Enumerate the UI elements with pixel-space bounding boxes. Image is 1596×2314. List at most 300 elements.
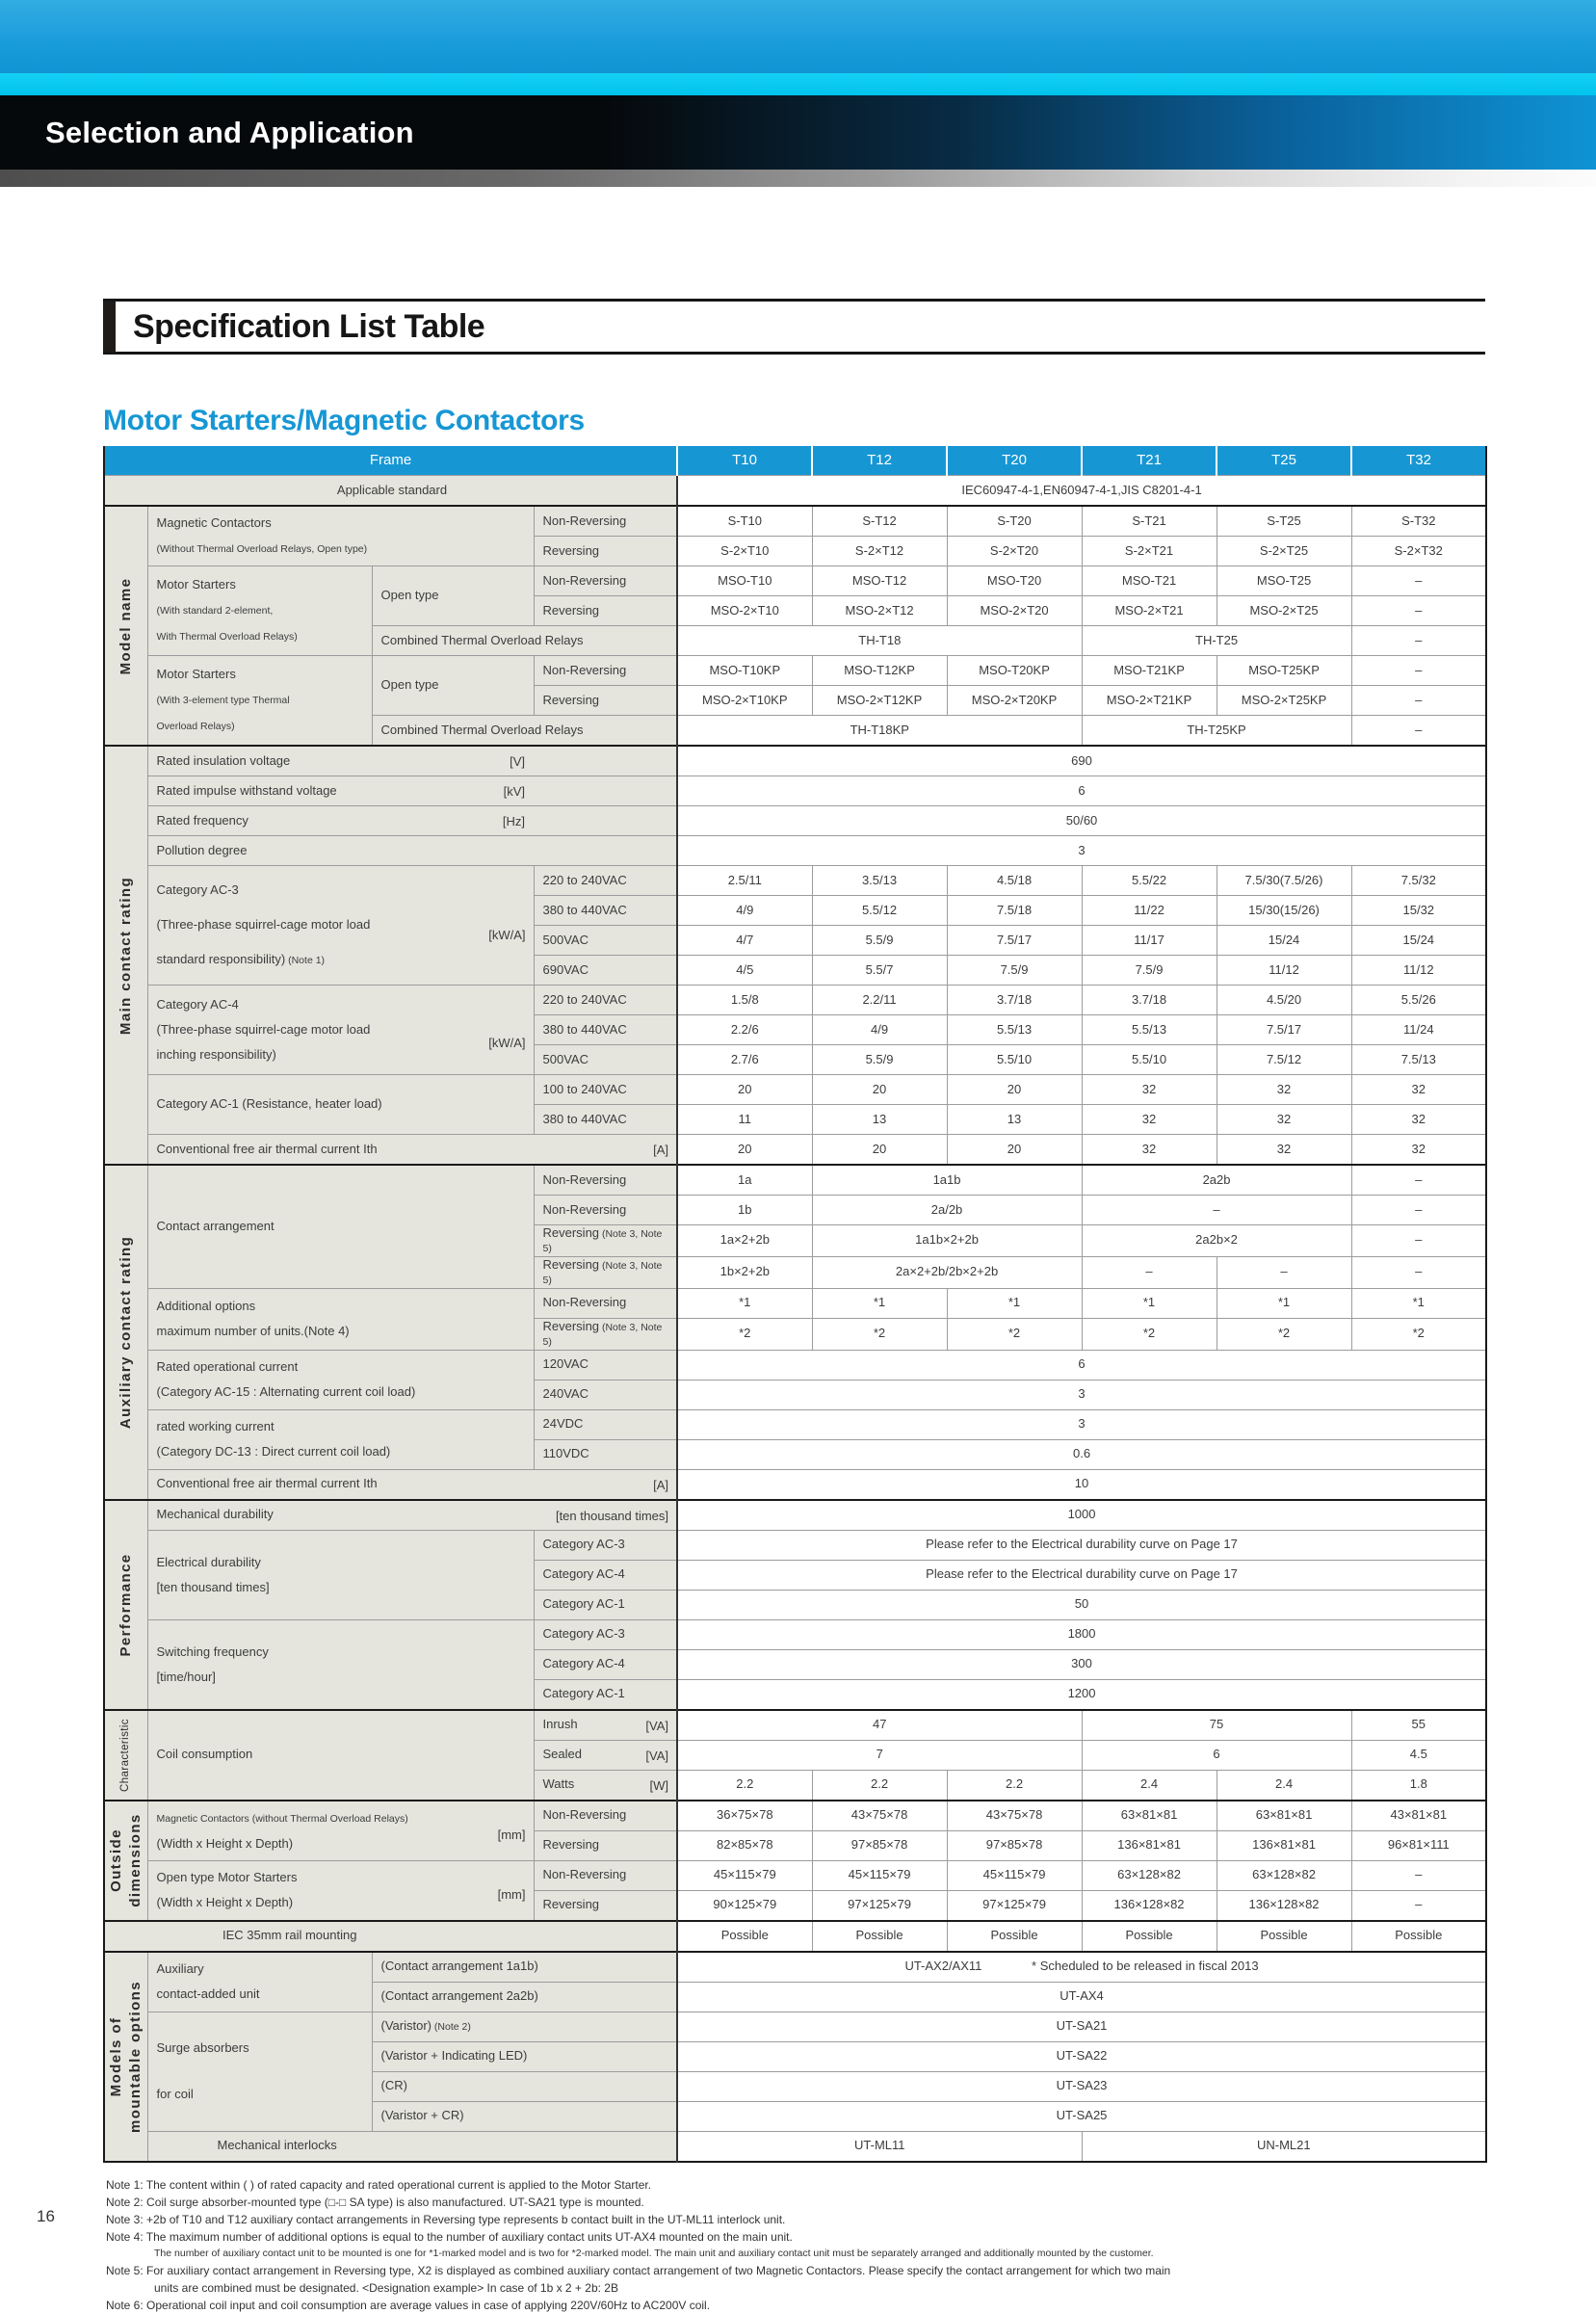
data-cell: 2.2 xyxy=(677,1770,812,1801)
data-cell: 5.5/13 xyxy=(1082,1015,1217,1045)
row-label: Non-Reversing xyxy=(534,1860,677,1890)
group-label: Model name xyxy=(104,506,147,746)
row-label: 500VAC xyxy=(534,926,677,956)
row-label: 24VDC xyxy=(534,1409,677,1439)
data-cell: Possible xyxy=(1351,1921,1486,1952)
data-cell: 1a1b×2+2b xyxy=(812,1225,1082,1257)
data-cell: – xyxy=(1351,686,1486,716)
row-label: Reversing xyxy=(534,537,677,566)
table-row xyxy=(104,746,1486,776)
row-label: 500VAC xyxy=(534,1045,677,1075)
data-cell: *1 xyxy=(1082,1288,1217,1318)
data-cell: 15/24 xyxy=(1351,926,1486,956)
data-cell: 15/32 xyxy=(1351,896,1486,926)
table-row xyxy=(104,1921,1486,1952)
data-cell: UT-SA23 xyxy=(677,2071,1486,2101)
row-label: Pollution degree xyxy=(147,836,677,866)
data-cell: 3 xyxy=(677,836,1486,866)
data-cell: 75 xyxy=(1082,1710,1351,1741)
data-cell: UT-SA21 xyxy=(677,2012,1486,2041)
data-cell: 2a2b xyxy=(1082,1165,1351,1196)
data-cell: UT-SA22 xyxy=(677,2041,1486,2071)
row-label: Category AC-3 xyxy=(534,1530,677,1560)
row-label: Rated impulse withstand voltage [kV] xyxy=(147,776,677,806)
table-row xyxy=(104,1500,1486,1531)
row-label: Magnetic Contactors (without Thermal Overload Relays) (Width x Height x Depth) [mm] xyxy=(147,1801,534,1861)
data-cell: 32 xyxy=(1082,1075,1217,1105)
row-label: Reversing (Note 3, Note 5) xyxy=(534,1256,677,1288)
data-cell: *1 xyxy=(812,1288,947,1318)
data-cell: 20 xyxy=(677,1135,812,1166)
data-cell: Possible xyxy=(947,1921,1082,1952)
row-label: 690VAC xyxy=(534,956,677,986)
data-cell: Possible xyxy=(812,1921,947,1952)
row-label: 380 to 440VAC xyxy=(534,1015,677,1045)
data-cell: 36×75×78 xyxy=(677,1801,812,1831)
row-label: Additional options maximum number of units.(Note 4) xyxy=(147,1288,534,1350)
data-cell: 7.5/17 xyxy=(1217,1015,1351,1045)
data-cell: *1 xyxy=(677,1288,812,1318)
data-cell: 15/30(15/26) xyxy=(1217,896,1351,926)
note-line: Note 5: For auxiliary contact arrangement in Reversing type, X2 is displayed as combined auxiliary contact arrangement of two Magnetic Contactors. Please specify the contact arrangement for which two main xyxy=(106,2263,1171,2277)
data-cell: 7.5/30(7.5/26) xyxy=(1217,866,1351,896)
data-cell: MSO-T10KP xyxy=(677,656,812,686)
row-label: 100 to 240VAC xyxy=(534,1075,677,1105)
data-cell: 6 xyxy=(677,1350,1486,1380)
row-label: Coil consumption xyxy=(147,1710,534,1801)
data-cell: 2.2/11 xyxy=(812,986,947,1015)
row-label: Motor Starters (With standard 2-element, With Thermal Overload Relays) xyxy=(147,566,372,656)
row-label: Non-Reversing xyxy=(534,1196,677,1225)
data-cell: MSO-T25 xyxy=(1217,566,1351,596)
data-cell: S-T20 xyxy=(947,506,1082,537)
row-label: Combined Thermal Overload Relays xyxy=(372,716,677,747)
data-cell: 11/22 xyxy=(1082,896,1217,926)
data-cell: *2 xyxy=(947,1318,1082,1350)
data-cell: 2.2 xyxy=(812,1770,947,1801)
data-cell: 11/17 xyxy=(1082,926,1217,956)
data-cell: – xyxy=(1351,626,1486,656)
note-line: Note 3: +2b of T10 and T12 auxiliary contact arrangements in Reversing type represents b contact built in the UT-ML11 interlock unit. xyxy=(106,2213,786,2227)
data-cell: MSO-2×T25 xyxy=(1217,596,1351,626)
row-label: Non-Reversing xyxy=(534,1165,677,1196)
data-cell: S-2×T25 xyxy=(1217,537,1351,566)
table-row xyxy=(104,446,1486,476)
row-label: Magnetic Contactors (Without Thermal Overload Relays, Open type) xyxy=(147,506,534,566)
data-cell: 13 xyxy=(947,1105,1082,1135)
data-cell: 32 xyxy=(1217,1105,1351,1135)
data-cell: 7.5/13 xyxy=(1351,1045,1486,1075)
data-cell: 2.4 xyxy=(1082,1770,1217,1801)
data-cell: MSO-2×T21KP xyxy=(1082,686,1217,716)
row-label: Conventional free air thermal current Ith [A] xyxy=(147,1469,677,1500)
data-cell: 7.5/17 xyxy=(947,926,1082,956)
data-cell: 4.5 xyxy=(1351,1740,1486,1770)
data-cell: IEC60947-4-1,EN60947-4-1,JIS C8201-4-1 xyxy=(677,476,1486,507)
data-cell: Possible xyxy=(1082,1921,1217,1952)
data-cell: MSO-2×T12KP xyxy=(812,686,947,716)
data-cell: 136×128×82 xyxy=(1082,1890,1217,1921)
page-number: 16 xyxy=(37,2207,55,2225)
data-cell: 2.5/11 xyxy=(677,866,812,896)
data-cell: 2a×2+2b/2b×2+2b xyxy=(812,1256,1082,1288)
data-cell: 32 xyxy=(1217,1075,1351,1105)
table-row xyxy=(104,1801,1486,1831)
row-label: Reversing xyxy=(534,1890,677,1921)
data-cell: 50 xyxy=(677,1590,1486,1619)
data-cell: – xyxy=(1217,1256,1351,1288)
table-row xyxy=(104,836,1486,866)
row-label: Category AC-1 xyxy=(534,1590,677,1619)
data-cell: – xyxy=(1082,1256,1217,1288)
data-cell: – xyxy=(1351,1165,1486,1196)
data-cell: 5.5/9 xyxy=(812,926,947,956)
row-label: Category AC-3 (Three-phase squirrel-cage motor load standard responsibility) (Note 1) [kW/A] xyxy=(147,866,534,986)
data-cell: 6 xyxy=(1082,1740,1351,1770)
data-cell: 63×128×82 xyxy=(1082,1860,1217,1890)
table-row xyxy=(104,2012,1486,2041)
data-cell: 3.7/18 xyxy=(947,986,1082,1015)
note-line: Note 4: The maximum number of additional options is equal to the number of auxiliary contact units UT-AX4 mounted on the main unit. xyxy=(106,2230,793,2245)
heading-accent-bar xyxy=(103,302,116,352)
data-cell: 45×115×79 xyxy=(677,1860,812,1890)
data-cell: 1200 xyxy=(677,1679,1486,1710)
data-cell: 5.5/12 xyxy=(812,896,947,926)
table-row xyxy=(104,476,1486,507)
data-cell: 45×115×79 xyxy=(812,1860,947,1890)
row-label: 220 to 240VAC xyxy=(534,866,677,896)
row-label: Category AC-4 (Three-phase squirrel-cage motor load inching responsibility) [kW/A] xyxy=(147,986,534,1075)
row-label: Reversing xyxy=(534,1830,677,1860)
data-cell: MSO-2×T25KP xyxy=(1217,686,1351,716)
group-label: Characteristic xyxy=(104,1710,147,1801)
table-row xyxy=(104,1165,1486,1196)
note-line: Note 2: Coil surge absorber-mounted type (□-□ SA type) is also manufactured. UT-SA21 type is mounted. xyxy=(106,2195,644,2209)
data-cell: S-T25 xyxy=(1217,506,1351,537)
data-cell: 136×81×81 xyxy=(1082,1830,1217,1860)
row-label: Open type xyxy=(372,566,534,626)
row-label: Inrush [VA] xyxy=(534,1710,677,1741)
data-cell: TH-T18 xyxy=(677,626,1082,656)
data-cell: MSO-2×T21 xyxy=(1082,596,1217,626)
data-cell: S-2×T12 xyxy=(812,537,947,566)
section-heading xyxy=(103,299,1485,355)
row-label: Rated operational current (Category AC-15 : Alternating current coil load) xyxy=(147,1350,534,1409)
data-cell: 11/24 xyxy=(1351,1015,1486,1045)
table-row xyxy=(104,506,1486,537)
data-cell: MSO-T20 xyxy=(947,566,1082,596)
data-cell: 55 xyxy=(1351,1710,1486,1741)
data-cell: 4/7 xyxy=(677,926,812,956)
row-label: Applicable standard xyxy=(104,476,677,507)
group-label: Performance xyxy=(104,1500,147,1710)
data-cell: 7.5/32 xyxy=(1351,866,1486,896)
data-cell: 32 xyxy=(1082,1105,1217,1135)
data-cell: UT-SA25 xyxy=(677,2101,1486,2131)
data-cell: – xyxy=(1351,656,1486,686)
data-cell: 1.5/8 xyxy=(677,986,812,1015)
group-label: Outside dimensions xyxy=(104,1801,147,1921)
data-cell: 1b×2+2b xyxy=(677,1256,812,1288)
data-cell: – xyxy=(1351,1196,1486,1225)
data-cell: – xyxy=(1351,566,1486,596)
data-cell: TH-T25 xyxy=(1082,626,1351,656)
data-cell: UT-AX2/AX11 * Scheduled to be released in fiscal 2013 xyxy=(677,1952,1486,1983)
data-cell: 11/12 xyxy=(1351,956,1486,986)
column-header: T10 xyxy=(677,446,812,476)
data-cell: 4/5 xyxy=(677,956,812,986)
note-line: The number of auxiliary contact unit to be mounted is one for *1-marked model and is two for *2-marked model. The main unit and auxiliary contact unit must be separately arranged and additionally mounted by the customer. xyxy=(154,2247,1154,2259)
data-cell: 63×81×81 xyxy=(1217,1801,1351,1831)
row-label: Non-Reversing xyxy=(534,566,677,596)
row-label: Non-Reversing xyxy=(534,1288,677,1318)
data-cell: 47 xyxy=(677,1710,1082,1741)
group-label: Models of mountable options xyxy=(104,1952,147,2162)
data-cell: MSO-T20KP xyxy=(947,656,1082,686)
group-label: Main contact rating xyxy=(104,746,147,1165)
table-row xyxy=(104,986,1486,1015)
data-cell: 43×75×78 xyxy=(947,1801,1082,1831)
data-cell: *1 xyxy=(1351,1288,1486,1318)
row-label: 220 to 240VAC xyxy=(534,986,677,1015)
row-label: Surge absorbers for coil xyxy=(147,2012,372,2131)
row-label: (CR) xyxy=(372,2071,677,2101)
data-cell: *2 xyxy=(1082,1318,1217,1350)
data-cell: 2.7/6 xyxy=(677,1045,812,1075)
table-row xyxy=(104,656,1486,686)
row-label: Open type xyxy=(372,656,534,716)
data-cell: MSO-T21 xyxy=(1082,566,1217,596)
data-cell: 136×81×81 xyxy=(1217,1830,1351,1860)
data-cell: Please refer to the Electrical durability curve on Page 17 xyxy=(677,1530,1486,1560)
row-label: Reversing xyxy=(534,596,677,626)
data-cell: Possible xyxy=(677,1921,812,1952)
data-cell: 7.5/12 xyxy=(1217,1045,1351,1075)
data-cell: 63×81×81 xyxy=(1082,1801,1217,1831)
data-cell: 97×85×78 xyxy=(947,1830,1082,1860)
data-cell: 300 xyxy=(677,1649,1486,1679)
row-label: 380 to 440VAC xyxy=(534,896,677,926)
data-cell: 1.8 xyxy=(1351,1770,1486,1801)
data-cell: 1000 xyxy=(677,1500,1486,1531)
row-label: Combined Thermal Overload Relays xyxy=(372,626,677,656)
data-cell: 90×125×79 xyxy=(677,1890,812,1921)
row-label: rated working current (Category DC-13 : Direct current coil load) xyxy=(147,1409,534,1469)
data-cell: MSO-2×T20KP xyxy=(947,686,1082,716)
data-cell: 7.5/18 xyxy=(947,896,1082,926)
cyan-accent-strip xyxy=(0,73,1596,95)
data-cell: *2 xyxy=(812,1318,947,1350)
row-label: Reversing (Note 3, Note 5) xyxy=(534,1318,677,1350)
spec-table xyxy=(103,446,1487,2163)
column-header: T25 xyxy=(1217,446,1351,476)
row-label: Reversing (Note 3, Note 5) xyxy=(534,1225,677,1257)
data-cell: 7.5/9 xyxy=(947,956,1082,986)
row-label: Category AC-4 xyxy=(534,1649,677,1679)
data-cell: MSO-T12KP xyxy=(812,656,947,686)
data-cell: 5.5/13 xyxy=(947,1015,1082,1045)
table-row xyxy=(104,1469,1486,1500)
row-label: IEC 35mm rail mounting xyxy=(104,1921,677,1952)
data-cell: – xyxy=(1351,1890,1486,1921)
table-row xyxy=(104,776,1486,806)
data-cell: S-2×T32 xyxy=(1351,537,1486,566)
data-cell: 1a xyxy=(677,1165,812,1196)
note-line: Note 1: The content within ( ) of rated capacity and rated operational current is applied to the Motor Starter. xyxy=(106,2177,652,2192)
data-cell: 4.5/18 xyxy=(947,866,1082,896)
data-cell: 11/12 xyxy=(1217,956,1351,986)
data-cell: 4/9 xyxy=(677,896,812,926)
data-cell: 5.5/10 xyxy=(947,1045,1082,1075)
data-cell: 20 xyxy=(677,1075,812,1105)
data-cell: S-T12 xyxy=(812,506,947,537)
data-cell: 32 xyxy=(1082,1135,1217,1166)
data-cell: 690 xyxy=(677,746,1486,776)
row-label: (Varistor + Indicating LED) xyxy=(372,2041,677,2071)
row-label: Conventional free air thermal current Ith [A] xyxy=(147,1135,677,1166)
row-label: 120VAC xyxy=(534,1350,677,1380)
row-label: Non-Reversing xyxy=(534,506,677,537)
table-row xyxy=(104,1952,1486,1983)
data-cell: – xyxy=(1351,716,1486,747)
data-cell: *1 xyxy=(947,1288,1082,1318)
top-banner xyxy=(0,0,1596,73)
data-cell: 2a2b×2 xyxy=(1082,1225,1351,1257)
table-row xyxy=(104,866,1486,896)
row-label: Auxiliary contact-added unit xyxy=(147,1952,372,2012)
data-cell: 20 xyxy=(947,1135,1082,1166)
data-cell: 5.5/22 xyxy=(1082,866,1217,896)
data-cell: *2 xyxy=(1351,1318,1486,1350)
data-cell: MSO-T10 xyxy=(677,566,812,596)
group-label: Auxiliary contact rating xyxy=(104,1165,147,1500)
row-label: Category AC-1 xyxy=(534,1679,677,1710)
column-header: Frame xyxy=(104,446,677,476)
data-cell: 20 xyxy=(812,1075,947,1105)
data-cell: – xyxy=(1351,1256,1486,1288)
data-cell: S-T32 xyxy=(1351,506,1486,537)
data-cell: 63×128×82 xyxy=(1217,1860,1351,1890)
table-row xyxy=(104,1075,1486,1105)
data-cell: 10 xyxy=(677,1469,1486,1500)
data-cell: Please refer to the Electrical durability curve on Page 17 xyxy=(677,1560,1486,1590)
data-cell: 0.6 xyxy=(677,1439,1486,1469)
row-label: (Contact arrangement 1a1b) xyxy=(372,1952,677,1983)
data-cell: 4/9 xyxy=(812,1015,947,1045)
row-label: Electrical durability [ten thousand times] xyxy=(147,1530,534,1619)
data-cell: 3.5/13 xyxy=(812,866,947,896)
data-cell: MSO-2×T10 xyxy=(677,596,812,626)
row-label: Category AC-1 (Resistance, heater load) xyxy=(147,1075,534,1135)
note-line: units are combined must be designated. <Designation example> In case of 1b x 2 + 2b: 2B xyxy=(154,2280,618,2295)
row-label: Switching frequency [time/hour] xyxy=(147,1619,534,1710)
data-cell: 1a1b xyxy=(812,1165,1082,1196)
chapter-banner xyxy=(0,95,1596,170)
data-cell: 15/24 xyxy=(1217,926,1351,956)
table-row xyxy=(104,1860,1486,1890)
row-label: 110VDC xyxy=(534,1439,677,1469)
data-cell: MSO-T25KP xyxy=(1217,656,1351,686)
row-label: (Contact arrangement 2a2b) xyxy=(372,1982,677,2012)
data-cell: – xyxy=(1351,596,1486,626)
row-label: Mechanical durability [ten thousand times] xyxy=(147,1500,677,1531)
data-cell: MSO-T21KP xyxy=(1082,656,1217,686)
row-label: 240VAC xyxy=(534,1380,677,1409)
row-label: (Varistor) (Note 2) xyxy=(372,2012,677,2041)
data-cell: 2.2 xyxy=(947,1770,1082,1801)
row-label: Mechanical interlocks xyxy=(147,2131,677,2162)
data-cell: S-2×T10 xyxy=(677,537,812,566)
data-cell: S-2×T20 xyxy=(947,537,1082,566)
data-cell: 7.5/9 xyxy=(1082,956,1217,986)
data-cell: 3 xyxy=(677,1380,1486,1409)
data-cell: 13 xyxy=(812,1105,947,1135)
table-row xyxy=(104,1350,1486,1380)
table-row xyxy=(104,1135,1486,1166)
row-label: 380 to 440VAC xyxy=(534,1105,677,1135)
data-cell: – xyxy=(1351,1225,1486,1257)
data-cell: *1 xyxy=(1217,1288,1351,1318)
table-row xyxy=(104,1530,1486,1560)
data-cell: 20 xyxy=(947,1075,1082,1105)
row-label: Rated frequency [Hz] xyxy=(147,806,677,836)
data-cell: – xyxy=(1082,1196,1351,1225)
data-cell: 97×125×79 xyxy=(812,1890,947,1921)
column-header: T21 xyxy=(1082,446,1217,476)
data-cell: MSO-2×T10KP xyxy=(677,686,812,716)
data-cell: 2a/2b xyxy=(812,1196,1082,1225)
data-cell: 32 xyxy=(1217,1135,1351,1166)
table-row xyxy=(104,1619,1486,1649)
data-cell: UT-AX4 xyxy=(677,1982,1486,2012)
table-title: Motor Starters/Magnetic Contactors xyxy=(103,405,585,436)
data-cell: MSO-T12 xyxy=(812,566,947,596)
table-row xyxy=(104,1288,1486,1318)
data-cell: 6 xyxy=(677,776,1486,806)
data-cell: MSO-2×T20 xyxy=(947,596,1082,626)
data-cell: UT-ML11 xyxy=(677,2131,1082,2162)
data-cell: 2.2/6 xyxy=(677,1015,812,1045)
data-cell: – xyxy=(1351,1860,1486,1890)
row-label: Sealed [VA] xyxy=(534,1740,677,1770)
data-cell: 43×75×78 xyxy=(812,1801,947,1831)
data-cell: 1800 xyxy=(677,1619,1486,1649)
data-cell: 32 xyxy=(1351,1135,1486,1166)
row-label: Watts [W] xyxy=(534,1770,677,1801)
data-cell: 7 xyxy=(677,1740,1082,1770)
row-label: Contact arrangement xyxy=(147,1165,534,1288)
column-header: T20 xyxy=(947,446,1082,476)
row-label: Non-Reversing xyxy=(534,1801,677,1831)
data-cell: Possible xyxy=(1217,1921,1351,1952)
row-label: Open type Motor Starters (Width x Height x Depth) [mm] xyxy=(147,1860,534,1921)
data-cell: 1b xyxy=(677,1196,812,1225)
section-title: Specification List Table xyxy=(133,307,485,345)
notes xyxy=(106,2176,1483,2314)
data-cell: S-2×T21 xyxy=(1082,537,1217,566)
data-cell: 43×81×81 xyxy=(1351,1801,1486,1831)
data-cell: TH-T18KP xyxy=(677,716,1082,747)
table-row xyxy=(104,806,1486,836)
table-row xyxy=(104,1409,1486,1439)
data-cell: S-T21 xyxy=(1082,506,1217,537)
column-header: T12 xyxy=(812,446,947,476)
note-line: Note 6: Operational coil input and coil consumption are average values in case of applying 220V/60Hz to AC200V coil. xyxy=(106,2298,711,2312)
data-cell: 136×128×82 xyxy=(1217,1890,1351,1921)
data-cell: 96×81×111 xyxy=(1351,1830,1486,1860)
data-cell: 5.5/10 xyxy=(1082,1045,1217,1075)
data-cell: 3 xyxy=(677,1409,1486,1439)
